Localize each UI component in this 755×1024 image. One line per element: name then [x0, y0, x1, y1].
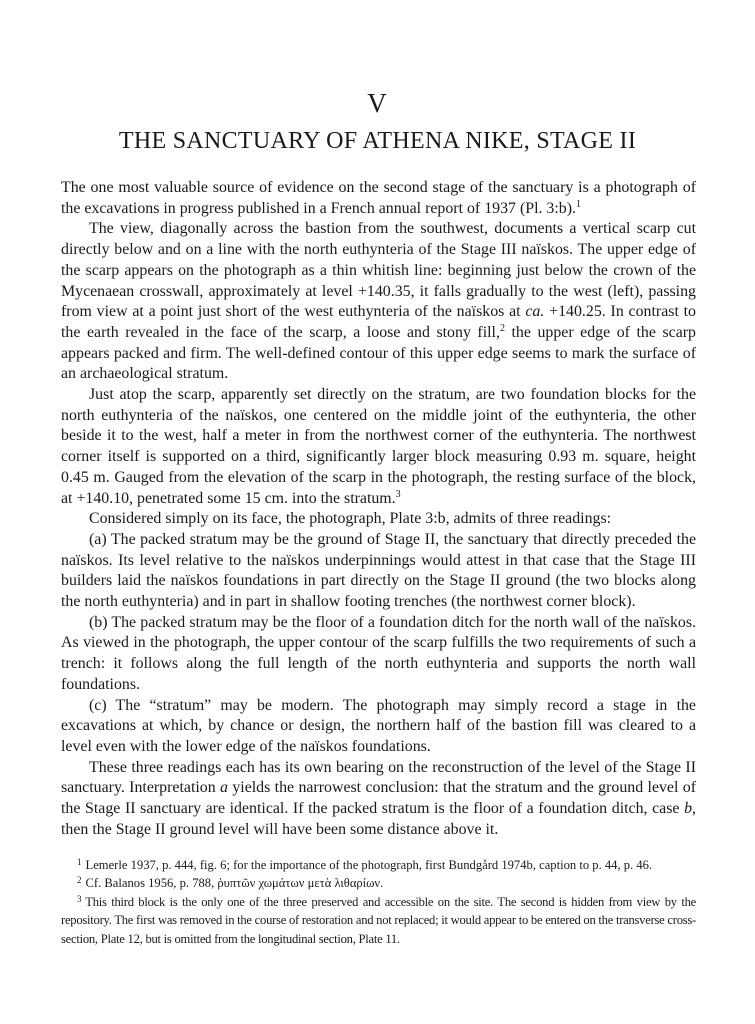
paragraph-foundation-blocks [61, 385, 696, 509]
paragraph-conclusion-text-c: , then the Stage II ground level will have been some distance above it. [61, 800, 696, 838]
interpretation-a-label: a [220, 779, 228, 797]
paragraph-intro-text: The one most valuable source of evidence on the second stage of the sanctuary is a photograph of the excavations in progress published in a French annual report of 1937 (Pl. 3:b). [61, 179, 696, 217]
paragraph-view [61, 219, 696, 385]
paragraph-conclusion-text-b: yields the narrowest conclusion: that the stratum and the ground level of the Stage II sanctuary are identical. If the packed stratum is the floor of a foundation ditch, case [61, 779, 697, 818]
note-ref-1: 1 [576, 198, 582, 210]
body-text [61, 178, 696, 841]
paragraph-conclusion-text-a: These three readings each has its own bearing on the reconstruction of the level of the Stage II sanctuary. Interpretation [61, 758, 696, 797]
paragraph-view-text-a: The view, diagonally across the bastion from the southwest, documents a vertical scarp cut directly below and on a line with the north euthynteria of the Stage III naïskos. The upper edge of the scarp appears on the photograph as a thin whitish line: beginning just below the crown of the Mycenaean crosswall, approximately at level +140.35, it falls gradually to the west (left), passing from view at a point just short of the west euthynteria of the naïskos at [61, 220, 696, 321]
paragraph-intro [61, 178, 696, 219]
paragraph-conclusion [61, 758, 696, 841]
footnote-2-number: 2 [77, 875, 82, 886]
footnote-2 [61, 874, 696, 892]
footnotes [61, 856, 696, 948]
footnote-1-text: Lemerle 1937, p. 444, fig. 6; for the importance of the photograph, first Bundgård 1974b, caption to p. 44, p. 46. [85, 858, 653, 872]
footnote-3-number: 3 [77, 893, 82, 904]
chapter-number: V [367, 88, 388, 118]
footnote-1-number: 1 [77, 857, 82, 867]
note-ref-2: 2 [499, 322, 505, 334]
footnote-2-text: Cf. Balanos 1956, p. 788, ῥυπτῶν χωμάτων μετὰ λιθαρίων. [85, 876, 384, 891]
footnote-3 [61, 893, 696, 948]
paragraph-view-text-c: the upper edge of the scarp appears packed and firm. The well-defined contour of this upper edge seems to mark the surface of an archaeological stratum. [61, 323, 697, 383]
footnote-1 [61, 856, 696, 874]
footnote-3-text: This third block is the only one of the three preserved and accessible on the site. The second is hidden from view by the repository. The first was removed in the course of restoration and not replaced; it would appear to be entered on the transverse cross-section, Plate 12, but is omitted from the longitudinal section, Plate 11. [61, 894, 696, 946]
chapter-title: THE SANCTUARY OF ATHENA NIKE, STAGE II [118, 128, 637, 154]
note-ref-3: 3 [395, 488, 401, 500]
paragraph-reading-c: (c) The “stratum” may be modern. The photograph may simply record a stage in the excavations at which, by chance or design, the northern half of the bastion fill was cleared to a level even with the lower edge of the naïskos foundations. [61, 696, 696, 755]
circa-abbrev: ca. [525, 303, 545, 321]
paragraph-foundation-blocks-text: Just atop the scarp, apparently set directly on the stratum, are two foundation blocks for the north euthynteria of the naïskos, one centered on the middle joint of the euthynteria, the other beside it to the west, half a meter in from the northwest corner of the euthynteria. The northwest corner itself is supported on a third, significantly larger block measuring 0.93 m. square, height 0.45 m. Gauged from the elevation of the scarp in the photograph, the resting surface of the block, at +140.10, penetrated some 15 cm. into the stratum. [61, 386, 696, 507]
case-b-label: b [684, 800, 693, 818]
paragraph-view-text-b: +140.25. In contrast to the earth revealed in the face of the scarp, a loose and stony fill, [61, 303, 696, 341]
paragraph-reading-b: (b) The packed stratum may be the floor of a foundation ditch for the north wall of the naïskos. As viewed in the photograph, the upper contour of the scarp fulfills the two requirements of such a trench: it follows along the full length of the north euthynteria and supports the north wall foundations. [61, 613, 696, 693]
paragraph-reading-a: (a) The packed stratum may be the ground of Stage II, the sanctuary that directly preceded the naïskos. Its level relative to the naïskos underpinnings would attest in that case that the Stage III builders laid the naïskos foundations in part directly on the Stage II ground (the two blocks along the north euthynteria) and in part in shallow footing trenches (the northwest corner block). [61, 530, 696, 611]
paragraph-readings-intro: Considered simply on its face, the photograph, Plate 3:b, admits of three readings: [89, 510, 612, 528]
